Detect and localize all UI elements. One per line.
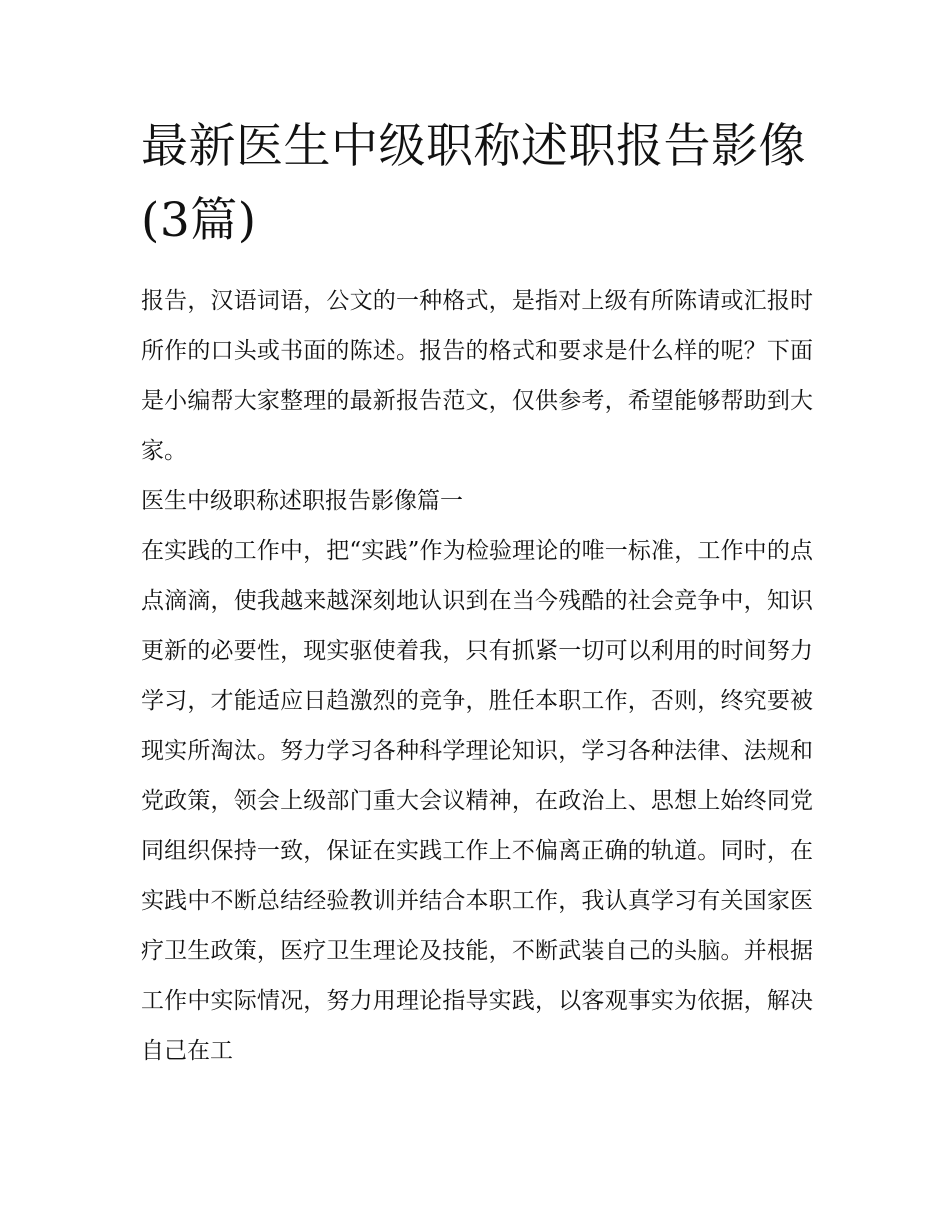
- section-paragraph: 在实践的工作中，把“实践”作为检验理论的唯一标准，工作中的点点滴滴，使我越来越深刻地认识到在当今残酷的社会竞争中，知识更新的必要性，现实驱使着我，只有抓紧一切可以利用的时间努力学习，才能适应日趋激烈的竞争，胜任本职工作，否则，终究要被现实所淘汰。努力学习各种科学理论知识，学习各种法律、法规和党政策，领会上级部门重大会议精神，在政治上、思想上始终同党同组织保持一致，保证在实践工作上不偏离正确的轨道。同时，在实践中不断总结经验教训并结合本职工作，我认真学习有关国家医疗卫生政策，医疗卫生理论及技能，不断武装自己的头脑。并根据工作中实际情况，努力用理论指导实践，以客观事实为依据，解决自己在工: [141, 538, 813, 1064]
- document-title: 最新医生中级职称述职报告影像(3篇): [141, 119, 806, 248]
- document-body: [141, 276, 813, 1076]
- document-content: [141, 110, 813, 1076]
- intro-paragraph: 报告，汉语词语，公文的一种格式，是指对上级有所陈请或汇报时所作的口头或书面的陈述。报告的格式和要求是什么样的呢？下面是小编帮大家整理的最新报告范文，仅供参考，希望能够帮助到大家。: [141, 288, 813, 464]
- section-heading: 医生中级职称述职报告影像篇一: [141, 488, 463, 514]
